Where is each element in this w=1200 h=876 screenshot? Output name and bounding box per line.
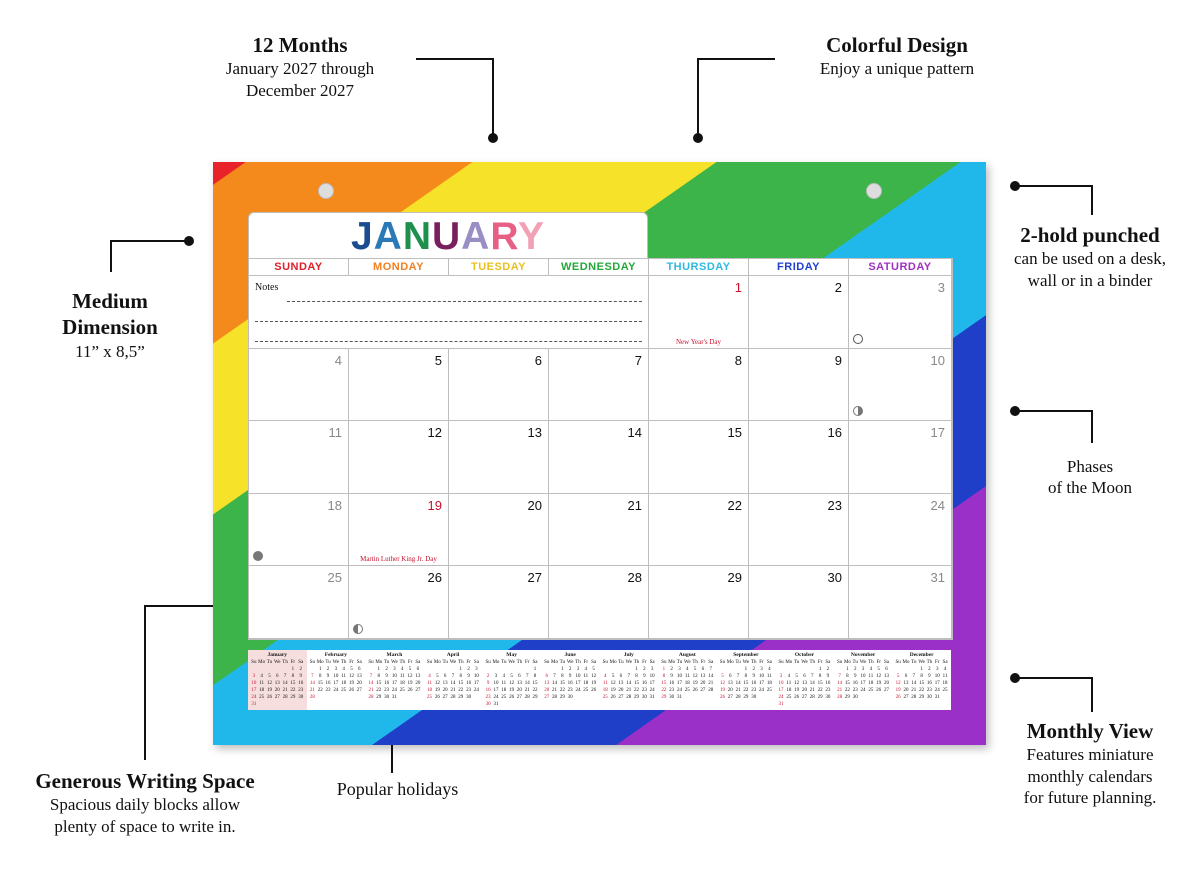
callout-text: Spacious daily blocks allow xyxy=(49,795,241,815)
callout-text: for future planning. xyxy=(1023,787,1157,807)
callout-heading: Generous Writing Space xyxy=(35,769,255,793)
weekday-header-friday: FRIDAY xyxy=(749,259,849,276)
callout-text: 11” x 8,5” xyxy=(75,341,145,361)
day-number: 3 xyxy=(937,280,945,295)
mini-calendar-title: October xyxy=(794,652,815,658)
callout-text: can be used on a desk, xyxy=(1013,249,1166,269)
day-cell[interactable] xyxy=(849,421,952,494)
day-cell[interactable] xyxy=(549,494,649,567)
callout-heading: Colorful Design xyxy=(826,33,968,57)
day-number: 18 xyxy=(327,497,342,513)
day-number: 10 xyxy=(930,352,945,368)
day-cell[interactable] xyxy=(649,566,749,639)
day-cell[interactable] xyxy=(349,421,449,494)
moon-phase-icon xyxy=(853,406,863,416)
day-cell[interactable] xyxy=(849,494,952,567)
month-title-letter: J xyxy=(350,215,374,258)
month-title-letter: Y xyxy=(518,215,546,258)
callout-text: of the Moon xyxy=(1047,478,1133,498)
day-cell[interactable] xyxy=(749,349,849,422)
day-cell[interactable] xyxy=(249,349,349,422)
day-number: 7 xyxy=(634,352,642,368)
day-number: 24 xyxy=(930,497,945,513)
mini-calendar-title: July xyxy=(623,652,634,658)
mini-calendar-title: March xyxy=(386,652,403,658)
weekday-header-wednesday: WEDNESDAY xyxy=(549,259,649,276)
day-number: 5 xyxy=(434,352,442,368)
day-cell[interactable] xyxy=(349,349,449,422)
callout-writing-space xyxy=(15,768,275,837)
month-title-letter: A xyxy=(373,215,403,258)
day-number: 15 xyxy=(727,425,742,441)
day-cell[interactable] xyxy=(749,421,849,494)
mini-calendar-title: December xyxy=(909,652,934,658)
notes-label: Notes xyxy=(255,282,279,293)
day-number: 13 xyxy=(527,425,542,441)
mini-calendar-june: June Su Mo Tu We Th Fr Sa 1 2 3 4 5 6 7 8 9 10 11 12 13 14 15 16 17 18 19 20 21 22 23 24 25 26 27 28 29 30 xyxy=(544,652,597,700)
moon-phase-icon xyxy=(253,551,263,561)
day-cell[interactable] xyxy=(649,349,749,422)
day-number: 26 xyxy=(427,570,442,586)
weekday-header-sunday: SUNDAY xyxy=(249,259,349,276)
callout-text: Enjoy a unique pattern xyxy=(819,59,975,79)
punch-hole xyxy=(318,183,334,199)
day-cell[interactable] xyxy=(849,349,952,422)
mini-calendar-october: October Su Mo Tu We Th Fr Sa 1 2 3 4 5 6 7 8 9 10 11 12 13 14 15 16 17 18 19 20 21 22 23 24 25 26 27 28 29 30 31 xyxy=(778,652,831,707)
day-cell[interactable] xyxy=(649,276,749,349)
day-cell[interactable] xyxy=(749,566,849,639)
day-number: 9 xyxy=(834,352,842,368)
mini-calendar-may: May Su Mo Tu We Th Fr Sa 1 2 3 4 5 6 7 8 9 10 11 12 13 14 15 16 17 18 19 20 21 22 23 24 25 26 27 28 29 30 31 xyxy=(485,652,538,707)
day-cell[interactable] xyxy=(649,421,749,494)
day-number: 27 xyxy=(527,570,542,586)
day-cell[interactable] xyxy=(549,349,649,422)
callout-text: Popular holidays xyxy=(336,779,459,799)
mini-calendar-title: April xyxy=(446,652,460,658)
callout-heading: Monthly View xyxy=(1026,719,1154,743)
mini-calendar-december: December Su Mo Tu We Th Fr Sa 1 2 3 4 5 6 7 8 9 10 11 12 13 14 15 16 17 18 19 20 21 22 23 24 25 26 27 28 29 30 31 xyxy=(895,652,948,700)
day-cell[interactable] xyxy=(849,566,952,639)
weekday-header-monday: MONDAY xyxy=(349,259,449,276)
day-cell[interactable] xyxy=(249,421,349,494)
callout-heading: Medium xyxy=(72,289,148,313)
day-cell[interactable] xyxy=(549,421,649,494)
callout-text: January 2027 through xyxy=(225,59,375,79)
mini-calendar-april: April Su Mo Tu We Th Fr Sa 1 2 3 4 5 6 7 8 9 10 11 12 13 14 15 16 17 18 19 20 21 22 23 24 25 26 27 28 29 30 xyxy=(426,652,479,700)
mini-calendar-july: July Su Mo Tu We Th Fr Sa 1 2 3 4 5 6 7 8 9 10 11 12 13 14 15 16 17 18 19 20 21 22 23 24 25 26 27 28 29 30 31 xyxy=(602,652,655,700)
holiday-label: Martin Luther King Jr. Day xyxy=(360,555,437,564)
day-number: 29 xyxy=(727,570,742,586)
mini-calendar-strip xyxy=(248,650,951,710)
day-cell[interactable] xyxy=(449,421,549,494)
desk-calendar xyxy=(213,162,986,745)
month-grid xyxy=(248,258,953,640)
day-cell[interactable] xyxy=(749,494,849,567)
callout-moon-phases xyxy=(1010,456,1170,499)
callout-heading: 2-hold punched xyxy=(1020,223,1160,247)
callout-text: plenty of space to write in. xyxy=(54,816,236,836)
day-number: 12 xyxy=(427,425,442,441)
day-cell[interactable] xyxy=(549,566,649,639)
day-number: 6 xyxy=(534,352,542,368)
mini-calendar-title: June xyxy=(564,652,576,658)
month-title-letter: A xyxy=(461,215,491,258)
day-number: 20 xyxy=(527,497,542,513)
mini-calendar-august: August Su Mo Tu We Th Fr Sa 1 2 3 4 5 6 7 8 9 10 11 12 13 14 15 16 17 18 19 20 21 22 23 24 25 26 27 28 29 30 31 xyxy=(661,652,714,700)
day-number: 23 xyxy=(827,497,842,513)
mini-calendar-title: September xyxy=(733,652,759,658)
callout-dimension xyxy=(30,288,190,362)
callout-heading: Dimension xyxy=(62,315,158,340)
punch-hole xyxy=(866,183,882,199)
day-cell[interactable] xyxy=(349,494,449,567)
callout-holidays xyxy=(310,778,485,801)
callout-heading: 12 Months xyxy=(252,33,348,57)
month-title xyxy=(248,212,648,261)
day-number: 28 xyxy=(627,570,642,586)
mini-calendar-title: August xyxy=(678,652,696,658)
mini-calendar-title: November xyxy=(850,652,876,658)
day-number: 4 xyxy=(334,352,342,368)
day-cell[interactable] xyxy=(649,494,749,567)
mini-calendar-september: September Su Mo Tu We Th Fr Sa 1 2 3 4 5 6 7 8 9 10 11 12 13 14 15 16 17 18 19 20 21 22 23 24 25 26 27 28 29 30 xyxy=(719,652,772,700)
month-title-letter: U xyxy=(431,215,462,258)
day-cell[interactable] xyxy=(449,566,549,639)
day-number: 1 xyxy=(734,280,742,295)
day-number: 19 xyxy=(427,497,442,513)
day-number: 8 xyxy=(734,352,742,368)
mini-calendar-february: February Su Mo Tu We Th Fr Sa 1 2 3 4 5 6 7 8 9 10 11 12 13 14 15 16 17 18 19 20 21 22 23 24 25 26 27 28 xyxy=(309,652,362,700)
mini-calendar-november: November Su Mo Tu We Th Fr Sa 1 2 3 4 5 6 7 8 9 10 11 12 13 14 15 16 17 18 19 20 21 22 23 24 25 26 27 28 29 30 xyxy=(836,652,889,700)
day-cell[interactable] xyxy=(349,566,449,639)
day-cell[interactable] xyxy=(449,349,549,422)
callout-text: December 2027 xyxy=(245,80,355,100)
day-number: 17 xyxy=(930,425,945,441)
weekday-header-thursday: THURSDAY xyxy=(649,259,749,276)
weekday-header-tuesday: TUESDAY xyxy=(449,259,549,276)
day-number: 25 xyxy=(327,570,342,586)
month-title-letter: R xyxy=(490,215,519,258)
callout-monthly-view xyxy=(995,718,1185,808)
day-cell[interactable] xyxy=(249,494,349,567)
day-number: 30 xyxy=(827,570,842,586)
callout-text: wall or in a binder xyxy=(1027,270,1153,290)
callout-hole-punched xyxy=(990,222,1190,291)
callout-text: Features miniature xyxy=(1026,745,1154,765)
moon-phase-icon xyxy=(353,624,363,634)
day-cell[interactable] xyxy=(749,276,849,349)
day-number: 31 xyxy=(930,570,945,586)
notes-area[interactable] xyxy=(249,276,649,349)
mini-calendar-title: February xyxy=(324,652,348,658)
callout-12-months xyxy=(200,32,400,101)
day-number: 16 xyxy=(827,425,842,441)
day-number: 2 xyxy=(834,280,842,295)
callout-text: Phases xyxy=(1066,457,1114,476)
day-cell[interactable] xyxy=(249,566,349,639)
month-title-letter: N xyxy=(402,215,432,258)
day-number: 21 xyxy=(627,497,642,513)
weekday-header-saturday: SATURDAY xyxy=(849,259,952,276)
mini-calendar-january: January Su Mo Tu We Th Fr Sa 1 2 3 4 5 6 7 8 9 10 11 12 13 14 15 16 17 18 19 20 21 22 23 24 25 26 27 28 29 30 31 xyxy=(248,650,307,710)
callout-text: monthly calendars xyxy=(1027,766,1153,786)
day-cell[interactable] xyxy=(449,494,549,567)
day-number: 14 xyxy=(627,425,642,441)
holiday-label: New Year's Day xyxy=(675,337,721,346)
mini-calendar-title: May xyxy=(506,652,517,658)
day-number: 22 xyxy=(727,497,742,513)
moon-phase-icon xyxy=(853,334,863,344)
mini-calendar-title: January xyxy=(267,652,288,658)
day-number: 11 xyxy=(328,425,342,441)
callout-colorful-design xyxy=(787,32,1007,80)
day-cell[interactable] xyxy=(849,276,952,349)
mini-calendar-march: March Su Mo Tu We Th Fr Sa 1 2 3 4 5 6 7 8 9 10 11 12 13 14 15 16 17 18 19 20 21 22 23 24 25 26 27 28 29 30 31 xyxy=(368,652,421,700)
